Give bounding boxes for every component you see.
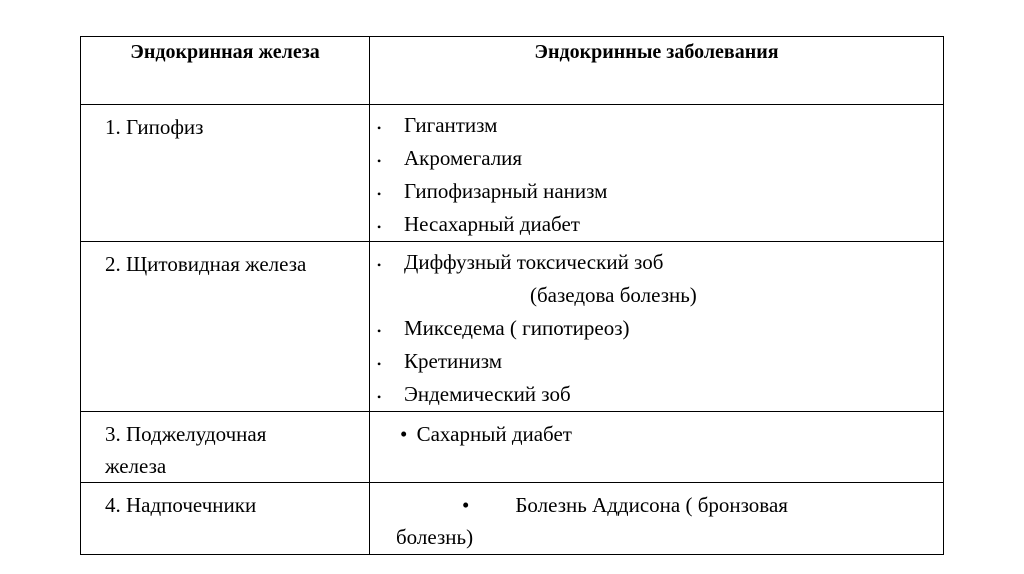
list-item bbox=[370, 175, 943, 208]
bullet-icon: • bbox=[377, 324, 382, 338]
disease-name: Диффузный токсический зоб bbox=[404, 250, 664, 274]
list-item bbox=[370, 483, 943, 553]
bullet-icon: • bbox=[377, 220, 382, 234]
list-item bbox=[370, 312, 943, 345]
gland-cell bbox=[81, 105, 370, 242]
table-row bbox=[81, 105, 944, 242]
disease-name: Микседема ( гипотиреоз) bbox=[404, 316, 630, 340]
list-item bbox=[370, 208, 943, 241]
disease-name: Гипофизарный нанизм bbox=[404, 179, 608, 203]
diseases-cell bbox=[370, 242, 944, 412]
header-gland-label: Эндокринная железа bbox=[130, 41, 320, 63]
bullet-icon: • bbox=[400, 422, 408, 446]
bullet-icon: • bbox=[377, 258, 382, 272]
list-item bbox=[370, 345, 943, 378]
endocrine-table bbox=[80, 36, 944, 555]
disease-name: Кретинизм bbox=[404, 349, 503, 373]
bullet-icon: • bbox=[377, 154, 382, 168]
disease-name: (базедова болезнь) bbox=[530, 283, 697, 307]
disease-list bbox=[370, 105, 943, 241]
disease-name: Болезнь Аддисона ( бронзовая bbox=[515, 493, 788, 517]
table-row bbox=[81, 483, 944, 555]
disease-name: Несахарный диабет bbox=[404, 212, 580, 236]
bullet-icon: • bbox=[377, 121, 382, 135]
gland-cell bbox=[81, 242, 370, 412]
gland-cell bbox=[81, 483, 370, 555]
gland-name: 2. Щитовидная железа bbox=[105, 252, 307, 276]
disease-name: Гигантизм bbox=[404, 113, 498, 137]
header-diseases: Эндокринные заболевания bbox=[370, 37, 944, 105]
disease-line bbox=[396, 489, 883, 521]
bullet-icon: • bbox=[462, 493, 470, 517]
list-item bbox=[370, 109, 943, 142]
disease-name: Эндемический зоб bbox=[404, 382, 571, 406]
diseases-cell bbox=[370, 412, 944, 483]
disease-name: Акромегалия bbox=[404, 146, 523, 170]
list-item bbox=[370, 142, 943, 175]
list-item bbox=[370, 378, 943, 411]
bullet-icon: • bbox=[377, 390, 382, 404]
disease-list bbox=[370, 242, 943, 411]
gland-name: 1. Гипофиз bbox=[105, 115, 204, 139]
disease-name: Сахарный диабет bbox=[416, 422, 572, 446]
table-header-row bbox=[81, 37, 944, 105]
table-row bbox=[81, 242, 944, 412]
table-row bbox=[81, 412, 944, 483]
diseases-cell bbox=[370, 105, 944, 242]
gland-cell bbox=[81, 412, 370, 483]
bullet-icon: • bbox=[377, 357, 382, 371]
disease-line-continuation: болезнь) bbox=[396, 525, 474, 549]
header-gland bbox=[81, 37, 370, 105]
list-item-continuation bbox=[370, 279, 943, 312]
gland-name: 3. Поджелудочная железа bbox=[105, 422, 267, 478]
list-item bbox=[370, 246, 943, 279]
list-item bbox=[370, 412, 943, 450]
bullet-icon: • bbox=[377, 187, 382, 201]
diseases-cell bbox=[370, 483, 944, 555]
gland-name: 4. Надпочечники bbox=[105, 493, 257, 517]
